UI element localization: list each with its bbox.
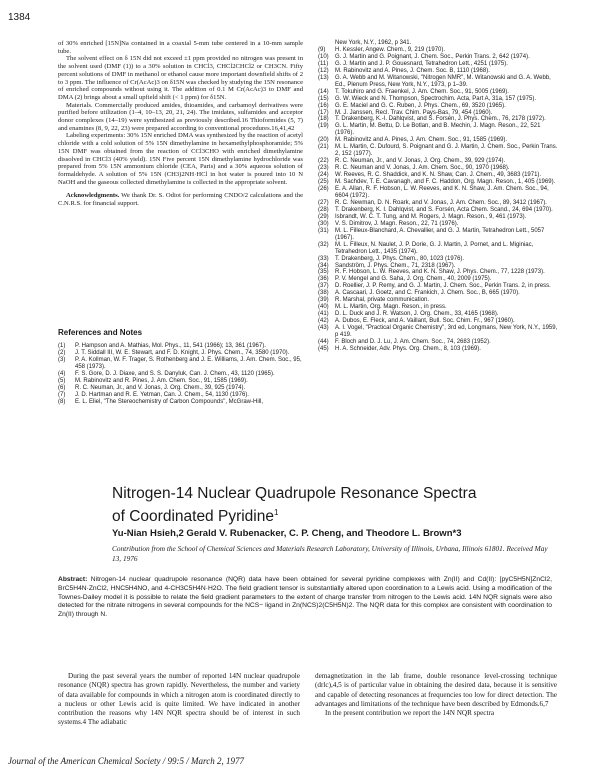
reference-text: A. Cascaari, J. Goetz, and C. Frankich, J. Chem. Soc., B, 665 (1970). <box>335 290 520 297</box>
reference-number: (1) <box>58 343 66 349</box>
reference-number: (19) <box>318 123 329 130</box>
reference-item <box>318 221 558 228</box>
reference-text: A. Dubos, E. Fleck, and A. Vaillant, Bull. Soc. Chim. Fr., 967 (1960). <box>335 318 515 325</box>
reference-text: E. A. Allan, R. F. Hobson, L. W. Reeves, and K. N. Shaw, J. Am. Chem. Soc., 94, 6604 (1972). <box>335 186 549 199</box>
reference-number: (39) <box>318 297 329 304</box>
abstract-label: Abstract: <box>58 576 88 583</box>
reference-number: (13) <box>318 74 329 81</box>
abstract <box>58 576 552 620</box>
reference-number <box>318 40 335 47</box>
reference-text: D. Roellier, J. P. Remy, and G. J. Martin, J. Chem. Soc., Perkin Trans. 2, in press. <box>335 283 551 290</box>
reference-item <box>58 385 303 392</box>
reference-text: T. Drakenberg, J. Phys. Chem., 80, 1023 (1976). <box>335 255 465 262</box>
paragraph: During the past several years the number of reported 14N nuclear quadrupole resonance (NQR) spectra has grown rapidly. Nevertheless, the number and variety of data available for compounds in which a nitrogen atom is coordinated directly to a nucleus or other Lewis acid is quite limited. We have indicated in another contribution the reasons why 14N NQR spectra should be of interest in such systems.4 The adiabatic <box>58 672 300 727</box>
reference-text: M. J. Janssen, Recl. Trav. Chim. Pays-Bas, 79, 454 (1960). <box>335 109 493 116</box>
reference-text: P. V. Mengel and G. Saha, J. Org. Chem., 40, 2009 (1975). <box>335 276 492 283</box>
reference-item <box>318 116 558 123</box>
reference-text: G. L. Martin, M. Bettu, D. Le Botlan, and B. Mechin, J. Magn. Reson., 22, 521 (1976). <box>335 123 541 137</box>
reference-item <box>318 269 558 276</box>
reference-item <box>58 350 303 357</box>
reference-item <box>318 346 558 353</box>
reference-text: G. W. Wieck and N. Thompson, Spectrochim. Acta, Part A, 31a, 157 (1975). <box>335 95 536 102</box>
paragraph: In the present contribution we report the 14N NQR spectra <box>325 709 495 718</box>
reference-text: G. A. Webb and M. Witanowski, "Nitrogen NMR", M. Witanowski and G. A. Webb, Ed., Plenum Press, New York, N.Y., 1973, p 1–39. <box>335 74 551 88</box>
reference-text: M. Rabinovitz and R. Pines, J. Am. Chem. Soc., 91, 1585 (1969). <box>75 377 248 384</box>
acknowledgments-label: Acknowledgments. <box>66 192 120 200</box>
reference-number: (17) <box>318 109 329 116</box>
reference-number: (45) <box>318 345 329 352</box>
intro-right-column <box>315 672 557 718</box>
reference-text: G. J. Martin and G. Poignant, J. Chem. Soc., Perkin Trans. 2, 642 (1974). <box>335 53 530 60</box>
reference-number: (35) <box>318 269 329 276</box>
reference-text: R. Marshal, private communication. <box>335 297 430 304</box>
reference-text: F. Bloch and D. J. Lu, J. Am. Chem. Soc., 74, 2683 (1952). <box>335 338 491 345</box>
paragraph: Labeling experiments: 30% 15N enriched DMA was synthesized by the reaction of acetyl chloride with a cold solution of 5% 15N dimethylamine in hexamethylphosphoramide; 5% 15N DMF was obtained from the reaction of CCl3CHO with enriched dimethylamine dissolved in CHCl3 (40% yield). 15N Five percent 15N dimethylamine hydrochloride was prepared from 5% 15N ammonium chloride (CEA, Paris) and a 30% aqueous solution of formaldehyde. A solution of 5% 15N (CH3)2NH·HCl in hot water is poured into 10 N NaOH and the gaseous collected dimethylamine is collected in the appropriate solvent. <box>58 132 303 186</box>
reference-number: (41) <box>318 311 329 318</box>
reference-item <box>318 318 558 325</box>
reference-number: (23) <box>318 165 329 172</box>
reference-number: (11) <box>318 60 329 67</box>
left-column-body <box>58 40 303 208</box>
reference-number: (25) <box>318 179 329 186</box>
reference-item <box>318 200 558 207</box>
authors: Yu-Nian Hsieh,2 Gerald V. Rubenacker, C. P. Cheng, and Theodore L. Brown*3 <box>112 528 462 539</box>
reference-number: (2) <box>58 349 66 356</box>
reference-item <box>318 137 558 144</box>
reference-item <box>318 186 558 200</box>
reference-number: (12) <box>318 67 329 74</box>
reference-number: (5) <box>58 377 66 384</box>
reference-text: Isbrandt, W. C. T. Tung, and M. Rogers, J. Magn. Reson., 9, 461 (1973). <box>335 213 527 220</box>
reference-item <box>318 242 558 256</box>
reference-item <box>318 165 558 172</box>
reference-item <box>318 89 558 96</box>
reference-number: (9) <box>318 46 326 53</box>
reference-number: (34) <box>318 262 329 269</box>
reference-text: M. L. Martin, C. Dufourd, S. Poignant and G. J. Martin, J. Chem. Soc., Perkin Trans. 2, 152 (1977). <box>335 144 558 158</box>
reference-item <box>318 325 558 339</box>
reference-item <box>318 263 558 270</box>
acknowledgments <box>58 192 303 207</box>
reference-number: (10) <box>318 53 329 60</box>
reference-number: (30) <box>318 220 329 227</box>
reference-number: (14) <box>318 88 329 95</box>
reference-text: R. C. Neuman, Jr., and V. Jonas, J. Org. Chem., 39, 925 (1974). <box>75 384 246 391</box>
reference-item <box>58 371 303 378</box>
reference-number: (26) <box>318 186 329 193</box>
reference-text: M. L. Filleux-Blanchard, A. Chevallier, and G. J. Martin, Tetrahedron Lett., 5057 (1967). <box>335 227 545 241</box>
reference-item <box>318 214 558 221</box>
reference-number: (16) <box>318 102 329 109</box>
reference-text: Sandström, J. Phys. Chem., 71, 2318 (1967). <box>335 262 456 269</box>
reference-number: (6) <box>58 384 66 391</box>
reference-number: (43) <box>318 325 329 332</box>
reference-item <box>318 96 558 103</box>
reference-item <box>58 392 303 399</box>
reference-text: R. F. Hobson, L. W. Reeves, and K. N. Shaw, J. Phys. Chem., 77, 1228 (1973). <box>335 269 545 276</box>
reference-text: R. C. Neuman and V. Jonas, J. Am. Chem. Soc., 90, 1970 (1968). <box>335 165 510 172</box>
abstract-text: Nitrogen-14 nuclear quadrupole resonance (NQR) data have been obtained for several pyridine complexes with Zn(II) and Cd(II): [pyC5H5N]ZnCl2, BrC5H4N·ZnCl2, HNC5H4NO, and 4-CH3C5H4N·H2O. The field gradient tensor is substantially altered upon coordination to a Lewis acid. Using a modification of the Townes-Dailey model it is possible to relate the field gradient parameters to the extent of charge transfer from nitrogen to the Lewis acid. 14N NQR signals were also detected for the nitrate nitrogens in several compounds for the NCS− ligand in Zn(NCS)2(C5H5N)2. The NQR data for this complex are consistent with coordination to Zn(II) through N. <box>58 576 553 619</box>
reference-number: (32) <box>318 241 329 248</box>
paragraph: Materials. Commercially produced amides, thioamides, and carbamoyl derivatives were purified before utilization (1–4, 10–13, 20, 21, 24). The imidates, sulfamides and acceptor donor complexes (14–19) were synthesized as previously described.16 Thioformides (5, 7) and enamines (8, 9, 22, 23) were prepared according to conventional procedures.16,41,42 <box>58 101 303 132</box>
reference-number: (29) <box>318 213 329 220</box>
reference-text: A. I. Vogel, "Practical Organic Chemistry", 3rd ed, Longmans, New York, N.Y., 1959, p 419. <box>335 325 558 339</box>
contribution-line: Contribution from the School of Chemical Sciences and Materials Research Laboratory, University of Illinois, Urbana, Illinois 61801. Received May 13, 1976 <box>112 544 548 563</box>
references-left <box>58 343 303 406</box>
reference-text: T. Tokuhiro and G. Fraenkel, J. Am. Chem. Soc., 91, 5005 (1969). <box>335 88 509 95</box>
intro-left-column <box>58 672 300 728</box>
reference-text: F. S. Gore, D. J. Diaxe, and S. S. Danyluk, Can. J. Chem., 43, 1120 (1965). <box>75 370 275 377</box>
reference-item <box>318 68 558 75</box>
reference-item <box>318 290 558 297</box>
reference-item <box>318 179 558 186</box>
reference-item <box>318 54 558 61</box>
reference-text: V. S. Dimitrov, J. Magn. Reson., 22, 71 (1976). <box>335 220 459 227</box>
reference-number: (36) <box>318 276 329 283</box>
reference-item <box>318 283 558 290</box>
reference-text: G. J. Martin and J. P. Gouesnard, Tetrahedron Lett., 4251 (1975). <box>335 60 508 67</box>
article-title <box>112 484 492 526</box>
reference-number: (37) <box>318 283 329 290</box>
reference-item <box>58 399 303 406</box>
reference-text: New York, N.Y., 1962, p 341. <box>335 40 412 46</box>
reference-text: J. T. Siddall III, W. E. Stewart, and F. D. Knight, J. Phys. Chem., 74, 3580 (1970). <box>75 349 290 356</box>
reference-item <box>318 304 558 311</box>
reference-text: P. A. Kollman, W. F. Trager, S. Rothenberg and J. E. Williams, J. Am. Chem. Soc., 95, 458 (1973). <box>75 356 302 370</box>
reference-item <box>318 110 558 117</box>
reference-item <box>318 158 558 165</box>
reference-item <box>318 61 558 68</box>
references-right <box>318 40 558 353</box>
reference-number: (18) <box>318 116 329 123</box>
reference-item <box>58 343 303 350</box>
reference-number: (28) <box>318 206 329 213</box>
acknowledgments-text: We thank Dr. S. Odiot for performing CNDO/2 calculations and the C.N.R.S. for financial support. <box>58 192 304 208</box>
reference-text: R. C. Newman, D. N. Roark, and V. Jonas, J. Am. Chem. Soc., 89, 3412 (1967). <box>335 199 547 206</box>
title-footnote-marker: 1 <box>274 508 279 517</box>
reference-text: M. Sachdev, T. E. Cavanagh, and F. C. Haddon, Org. Magn. Reson., 1, 405 (1969). <box>335 179 556 186</box>
reference-item <box>318 75 558 89</box>
reference-number: (40) <box>318 304 329 311</box>
reference-item <box>318 172 558 179</box>
reference-number: (15) <box>318 95 329 102</box>
reference-number: (24) <box>318 172 329 179</box>
reference-text: M. L. Martin, Org. Magn. Reson., in press. <box>335 304 447 311</box>
reference-number: (38) <box>318 290 329 297</box>
reference-number: (20) <box>318 137 329 144</box>
reference-item <box>318 40 558 47</box>
reference-item <box>318 256 558 263</box>
article-title-text: Nitrogen-14 Nuclear Quadrupole Resonance Spectra of Coordinated Pyridine <box>112 485 477 526</box>
reference-text: H. Kessler, Angew. Chem., 9, 219 (1970). <box>335 46 446 53</box>
reference-text: T. Drakenberg, K. I. Dahlqvist, and S. Forsén, Acta Chem. Scand., 24, 694 (1970). <box>335 206 553 213</box>
reference-number: (8) <box>58 398 66 405</box>
reference-item <box>318 339 558 346</box>
reference-text: P. Hampson and A. Mathias, Mol. Phys., 11, 541 (1966); 13, 361 (1967). <box>75 343 266 349</box>
reference-text: M. Rabinovitz and A. Pines, J. Am. Chem. Soc., 91, 1585 (1969). <box>335 137 508 144</box>
reference-number: (3) <box>58 356 66 363</box>
reference-item <box>318 123 558 137</box>
reference-number: (27) <box>318 199 329 206</box>
reference-text: T. Drakenberg, K.-I. Dahlqvist, and S. Forsén, J. Phys. Chem., 76, 2178 (1972). <box>335 116 546 123</box>
reference-text: J. D. Hartman and R. E. Yetman, Can. J. Chem., 54, 1130 (1976). <box>75 391 249 398</box>
reference-item <box>318 311 558 318</box>
reference-item <box>58 357 303 371</box>
reference-item <box>318 47 558 54</box>
reference-number: (22) <box>318 158 329 165</box>
references-heading: References and Notes <box>58 328 143 337</box>
reference-number: (4) <box>58 370 66 377</box>
reference-item <box>318 144 558 158</box>
reference-number: (21) <box>318 144 329 151</box>
reference-text: D. L. Duck and J. R. Watson, J. Org. Chem., 33, 4165 (1968). <box>335 311 499 318</box>
reference-text: E. L. Eliel, "The Stereochemistry of Carbon Compounds", McGraw-Hill, <box>75 398 263 405</box>
reference-number: (31) <box>318 227 329 234</box>
reference-text: G. E. Maciel and G. C. Ruben, J. Phys. Chem., 69, 3520 (1965). <box>335 102 506 109</box>
paragraph: of 30% enriched [15N]Na contained in a coaxial 5-mm tube centered in a 10-mm sample tube. <box>58 40 303 55</box>
paragraph: The solvent effect on δ 15N did not exceed ±1 ppm provided no nitrogen was present in the solvent used (DMF (1)) to a 30% solution in CHCl3, CHCl2CHCl2 or CH3CN. Fifty percent solutions of DMF in methanol or ethanol cause more important downfield shifts of 2 to 3 ppm. The influence of Cr(AcAc)3 on δ15N was checked by studying the 15N resonance of enriched compounds without using it. The addition of 0.1 M Cr(AcAc)3 to DMF and DMA (2) brings about a small upfield shift (< 1 ppm) for δ15N. <box>58 55 303 101</box>
reference-item <box>318 207 558 214</box>
reference-item <box>318 297 558 304</box>
reference-item <box>318 103 558 110</box>
reference-number: (42) <box>318 318 329 325</box>
reference-text: M. L. Filleux, N. Naulet, J. P. Dorie, G. J. Martin, J. Pornet, and L. Miginiac, Tetrahedron Lett., 1435 (1974). <box>335 241 534 255</box>
page-number: 1384 <box>8 12 31 23</box>
reference-number: (44) <box>318 338 329 345</box>
reference-number: (7) <box>58 391 66 398</box>
reference-text: H. A. Schneider, Adv. Phys. Org. Chem., 8, 103 (1969). <box>335 345 481 352</box>
journal-footer: Journal of the American Chemical Society / 99:5 / March 2, 1977 <box>8 756 244 766</box>
reference-item <box>318 276 558 283</box>
paragraph: demagnetization in the lab frame, double resonance level-crossing technique (drlc),4,5 is of particular value in obtaining the desired data, because it is sensitive and capable of detecting resonances at frequencies too low for direct detection. The advantages and limitations of the technique have been described by Edmonds.6,7 <box>315 672 557 708</box>
reference-number: (33) <box>318 255 329 262</box>
reference-text: M. Rabinovitz and A. Pines, J. Chem. Soc. B, 1110 (1968). <box>335 67 490 74</box>
reference-text: W. Reeves, R. C. Shaddick, and K. N. Shaw, Can. J. Chem., 49, 3683 (1971). <box>335 172 542 179</box>
reference-item <box>58 378 303 385</box>
reference-text: R. C. Neuman, Jr., and V. Jonas, J. Org. Chem., 39, 929 (1974). <box>335 158 506 165</box>
reference-item <box>318 228 558 242</box>
